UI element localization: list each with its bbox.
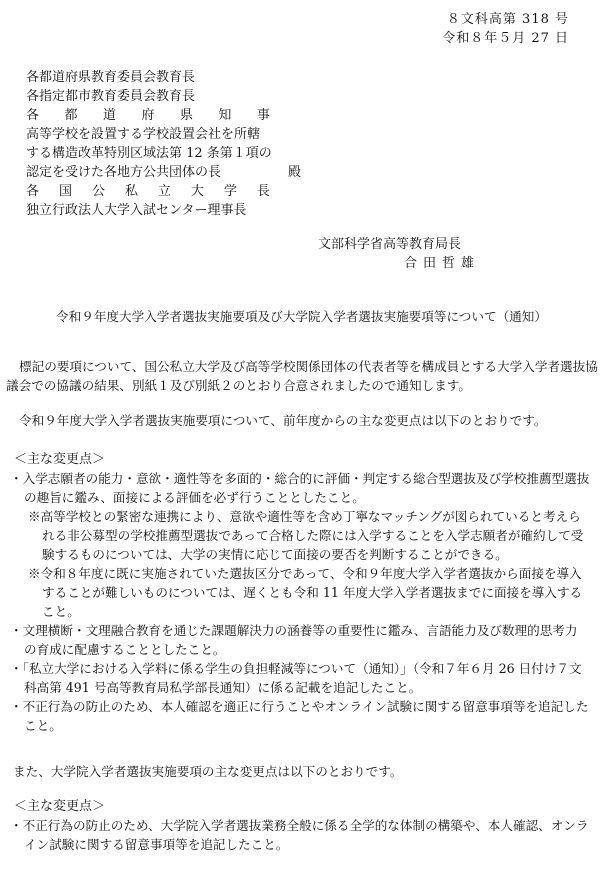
change-note: ※高等学校との緊密な連携により、意欲や適性等を含め丁寧なマッチングが図られていると考えられる非公募型の学校推薦型選抜であって合格した際には入学することを入学志願者が確約して受験するものについては、大学の実情に応じて面接の要否を判断することができる。	[28, 509, 584, 562]
document-date: 令和８年５月 27 日	[442, 31, 569, 46]
recipient-line	[26, 106, 270, 125]
recipient-char: 知	[218, 108, 232, 123]
recipient-char: 私	[124, 184, 138, 199]
sender-organization: 文部科学省高等教育局長	[318, 237, 462, 252]
honorific: 殿	[288, 165, 302, 180]
document-subject: 令和９年度大学入学者選抜実施要項及び大学院入学者選抜実施要項等について（通知）	[56, 309, 547, 324]
recipient-char: 立	[157, 184, 171, 199]
recipient-char: 各	[26, 184, 40, 199]
recipient-char: 公	[91, 184, 105, 199]
change-item: ・「私立大学における入学料に係る学生の負担軽減等について（通知）」（令和７年６月 26 日付け７文科高第 491 号高等教育局私学部長通知）に係る記載を追記したこと。	[10, 661, 582, 695]
recipient-char: 国	[58, 184, 72, 199]
change-note: ※令和８年度に既に実施されていた選抜区分であって、令和９年度大学入学者選抜から面接を導入することが難しいものについては、遅くとも令和 11 年度大学入学者選抜までに面接を導入すること。	[28, 566, 583, 619]
change-item: ・入学志願者の能力・意欲・適性等を多面的・総合的に評価・判定する総合型選抜及び学校推薦型選抜の趣旨に鑑み、面接による評価を必ず行うこととしたこと。	[10, 471, 590, 505]
document-number: ８文科高第 318 号	[446, 12, 569, 27]
intro-paragraph: 標記の要項について、国公私立大学及び高等学校関係団体の代表者等を構成員とする大学入学者選抜協議会での協議の結果、別紙１及び別紙２のとおり合意されましたので通知します。	[6, 359, 598, 393]
recipient-line: 各指定都市教育委員会教育長	[26, 89, 196, 104]
recipient-char: 各	[26, 108, 40, 123]
recipient-line: 高等学校を設置する学校設置会社を所轄	[26, 127, 261, 142]
recipient-list	[26, 68, 276, 220]
recipient-line: 独立行政法人大学入試センター理事長	[26, 203, 247, 218]
changes-heading-undergrad: ＜主な変更点＞	[14, 452, 106, 467]
grad-intro-paragraph: また、大学院入学者選抜実施要項の主な変更点は以下のとおりです。	[13, 764, 403, 779]
recipient-line: 認定を受けた各地方公共団体の長	[26, 165, 222, 180]
recipient-line	[26, 182, 270, 201]
changes-heading-grad: ＜主な変更点＞	[14, 799, 106, 814]
recipient-char: 道	[102, 108, 116, 123]
recipient-char: 県	[179, 108, 193, 123]
recipient-char: 学	[223, 184, 237, 199]
recipient-char: 大	[190, 184, 204, 199]
change-item: ・文理横断・文理融合教育を通じた課題解決力の涵養等の重要性に鑑み、言語能力及び数理的思考力の育成に配慮することとしたこと。	[10, 623, 578, 657]
recipient-line: 各都道府県教育委員会教育長	[26, 70, 196, 85]
recipient-char: 府	[141, 108, 155, 123]
change-item: ・不正行為の防止のため、本人確認を適正に行うことやオンライン試験に関する留意事項等を追記したこと。	[10, 699, 589, 733]
change-item: ・不正行為の防止のため、大学院入学者選抜業務全般に係る全学的な体制の構築や、本人確認、オンライン試験に関する留意事項等を追記したこと。	[10, 818, 589, 852]
recipient-line: する構造改革特別区域法第 12 条第１項の	[26, 146, 272, 161]
changes-list-grad	[10, 816, 590, 854]
changes-intro-paragraph: 令和９年度大学入学者選抜実施要項について、前年度からの主な変更点は以下のとおりです。	[19, 413, 547, 428]
recipient-char: 長	[256, 184, 270, 199]
changes-list-undergrad	[10, 469, 590, 735]
recipient-char: 都	[64, 108, 78, 123]
sender-name: 合田哲雄	[404, 256, 481, 271]
recipient-char: 事	[256, 108, 270, 123]
